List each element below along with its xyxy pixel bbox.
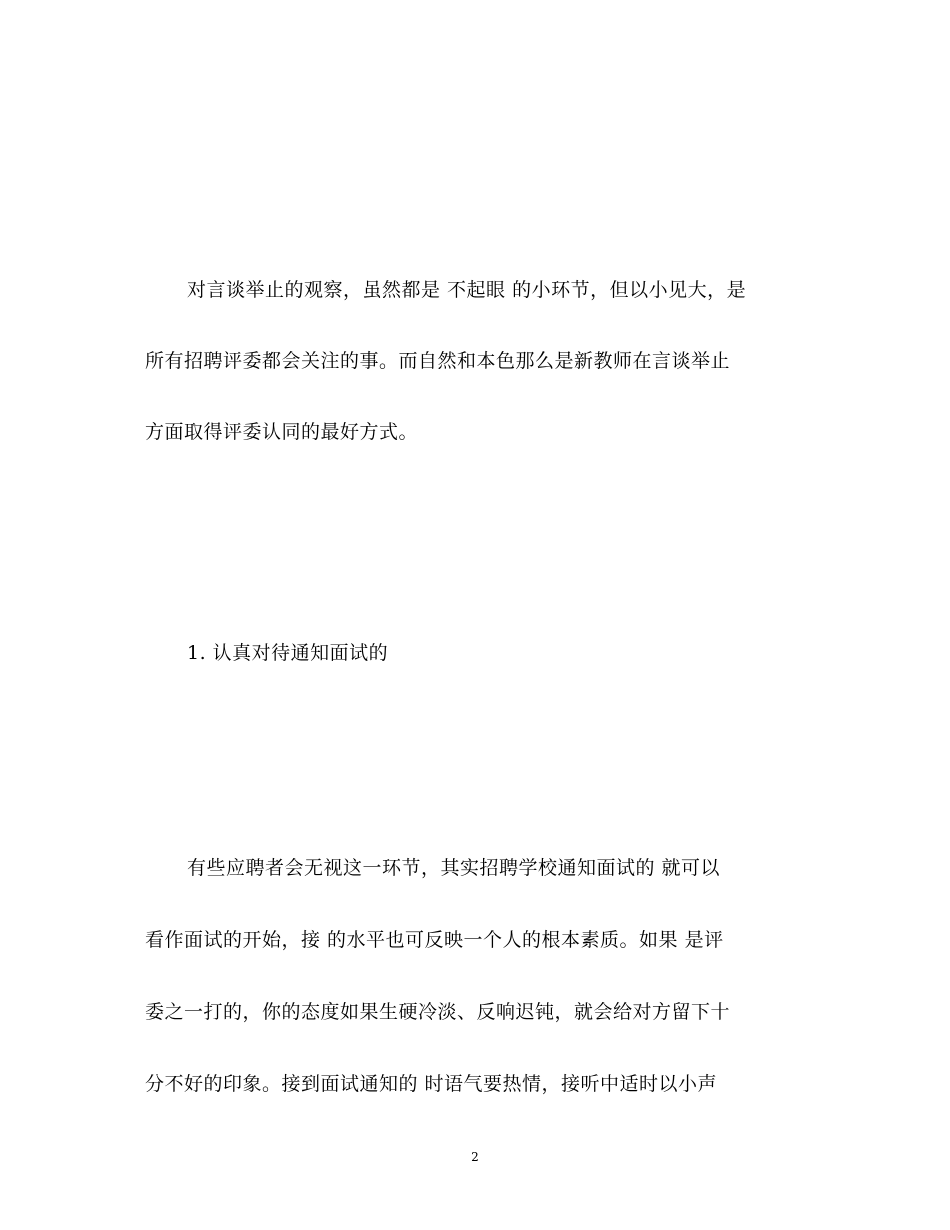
paragraph-1-line-1: 对言谈举止的观察，虽然都是 不起眼 的小环节，但以小见大，是 [187, 279, 747, 301]
page-number: 2 [471, 1150, 479, 1164]
paragraph-1-line-2: 所有招聘评委都会关注的事。而自然和本色那么是新教师在言谈举止 [145, 350, 731, 372]
paragraph-2-line-1: 有些应聘者会无视这一环节，其实招聘学校通知面试的 就可以 [187, 857, 721, 879]
paragraph-2-line-3: 委之一打的，你的态度如果生硬冷淡、反响迟钝，就会给对方留下十 [145, 1001, 731, 1023]
paragraph-2-line-4: 分不好的印象。接到面试通知的 时语气要热情，接听中适时以小声 [145, 1073, 718, 1095]
section-heading: 1. 认真对待通知面试的 [187, 642, 389, 664]
paragraph-2-line-2: 看作面试的开始，接 的水平也可反映一个人的根本素质。如果 是评 [145, 929, 724, 951]
paragraph-1-line-3: 方面取得评委认同的最好方式。 [145, 421, 419, 443]
